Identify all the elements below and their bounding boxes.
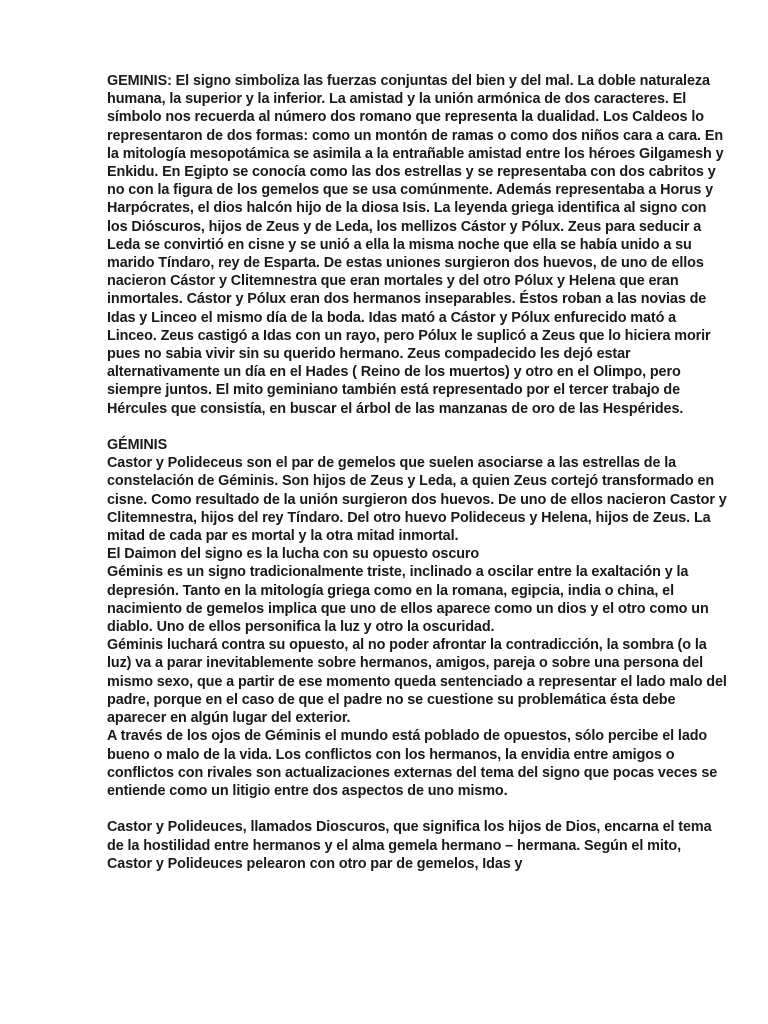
paragraph-lucha-opuesto: Géminis luchará contra su opuesto, al no poder afrontar la contradicción, la sombra (o la luz) va a parar inevitablemente sobre hermanos, amigos, pareja o sobre una persona del mismo sexo, que a partir de ese momento queda sentenciado a representar el lado malo del padre, porque en el caso de que el padre no se cuestione su problemática ésta debe aparecer en algún lugar del exterior. <box>107 637 727 727</box>
paragraph-signo-triste: Géminis es un signo tradicionalmente triste, inclinado a oscilar entre la exaltación y la depresión. Tanto en la mitología griega como en la romana, egipcia, india o china, el nacimiento de gemelos implica que uno de ellos aparece como un dios y el otro como un diablo. Uno de ellos personifica la luz y otro la oscuridad. <box>107 564 709 636</box>
paragraph-spacer <box>107 418 727 436</box>
paragraph-spacer <box>107 800 727 818</box>
section-heading-geminis: GÉMINIS <box>107 437 168 454</box>
paragraph-mundo-opuestos: A través de los ojos de Géminis el mundo está poblado de opuestos, sólo percibe el lado bueno o malo de la vida. Los conflictos con los hermanos, la envidia entre amigos o conflictos con rivales son actualizaciones externas del tema del signo que pocas veces se entiende como un litigio entre dos aspectos de uno mismo. <box>107 728 718 799</box>
paragraph-daimon: El Daimon del signo es la lucha con su opuesto oscuro <box>107 546 480 563</box>
paragraph-geminis-intro: GEMINIS: El signo simboliza las fuerzas conjuntas del bien y del mal. La doble naturaleza humana, la superior y la inferior. La amistad y la unión armónica de dos caracteres. El símbolo nos recuerda al número dos romano que representa la dualidad. Los Caldeos lo representaron de dos formas: como un montón de ramas o como dos niños cara a cara. En la mitología mesopotámica se asimila a la entrañable amistad entre los héroes Gilgamesh y Enkidu. En Egipto se conocía como las dos estrellas y se representaba con dos cabritos y no con la figura de los gemelos que se usa comúnmente. Además representaba a Horus y Harpócrates, el dios halcón hijo de la diosa Isis. La leyenda griega identifica al signo con los Dióscuros, hijos de Zeus y de Leda, los mellizos Cástor y Pólux. Zeus para seducir a Leda se convirtió en cisne y se unió a ella la misma noche que ella se había unido a su marido Tíndaro, rey de Esparta. De estas uniones surgieron dos huevos, de uno de ellos nacieron Cástor y Clitemnestra que eran mortales y del otro Pólux y Helena que eran inmortales. Cástor y Pólux eran dos hermanos inseparables. Éstos roban a las novias de Idas y Linceo el mismo día de la boda. Idas mató a Cástor y Pólux enfurecido mató a Linceo. Zeus castigó a Idas con un rayo, pero Pólux le suplicó a Zeus que lo hiciera morir pues no sabia vivir sin su querido hermano. Zeus compadecido les dejó estar alternativamente un día en el Hades ( Reino de los muertos) y otro en el Olimpo, pero siempre juntos. El mito geminiano también está representado por el tercer trabajo de Hércules que consistía, en buscar el árbol de las manzanas de oro de las Hespérides. <box>107 73 724 417</box>
paragraph-castor-polideceus: Castor y Polideceus son el par de gemelos que suelen asociarse a las estrellas de la constelación de Géminis. Son hijos de Zeus y Leda, a quien Zeus cortejó transformado en cisne. Como resultado de la unión surgieron dos huevos. De uno de ellos nacieron Castor y Clitemnestra, hijos del rey Tíndaro. Del otro huevo Polideceus y Helena, hijos de Zeus. La mitad de cada par es mortal y la otra mitad inmortal. <box>107 455 727 545</box>
paragraph-dioscuros: Castor y Polideuces, llamados Dioscuros, que significa los hijos de Dios, encarna el tema de la hostilidad entre hermanos y el alma gemela hermano – hermana. Según el mito, Castor y Polideuces pelearon con otro par de gemelos, Idas y <box>107 819 712 872</box>
document-body <box>107 72 727 873</box>
